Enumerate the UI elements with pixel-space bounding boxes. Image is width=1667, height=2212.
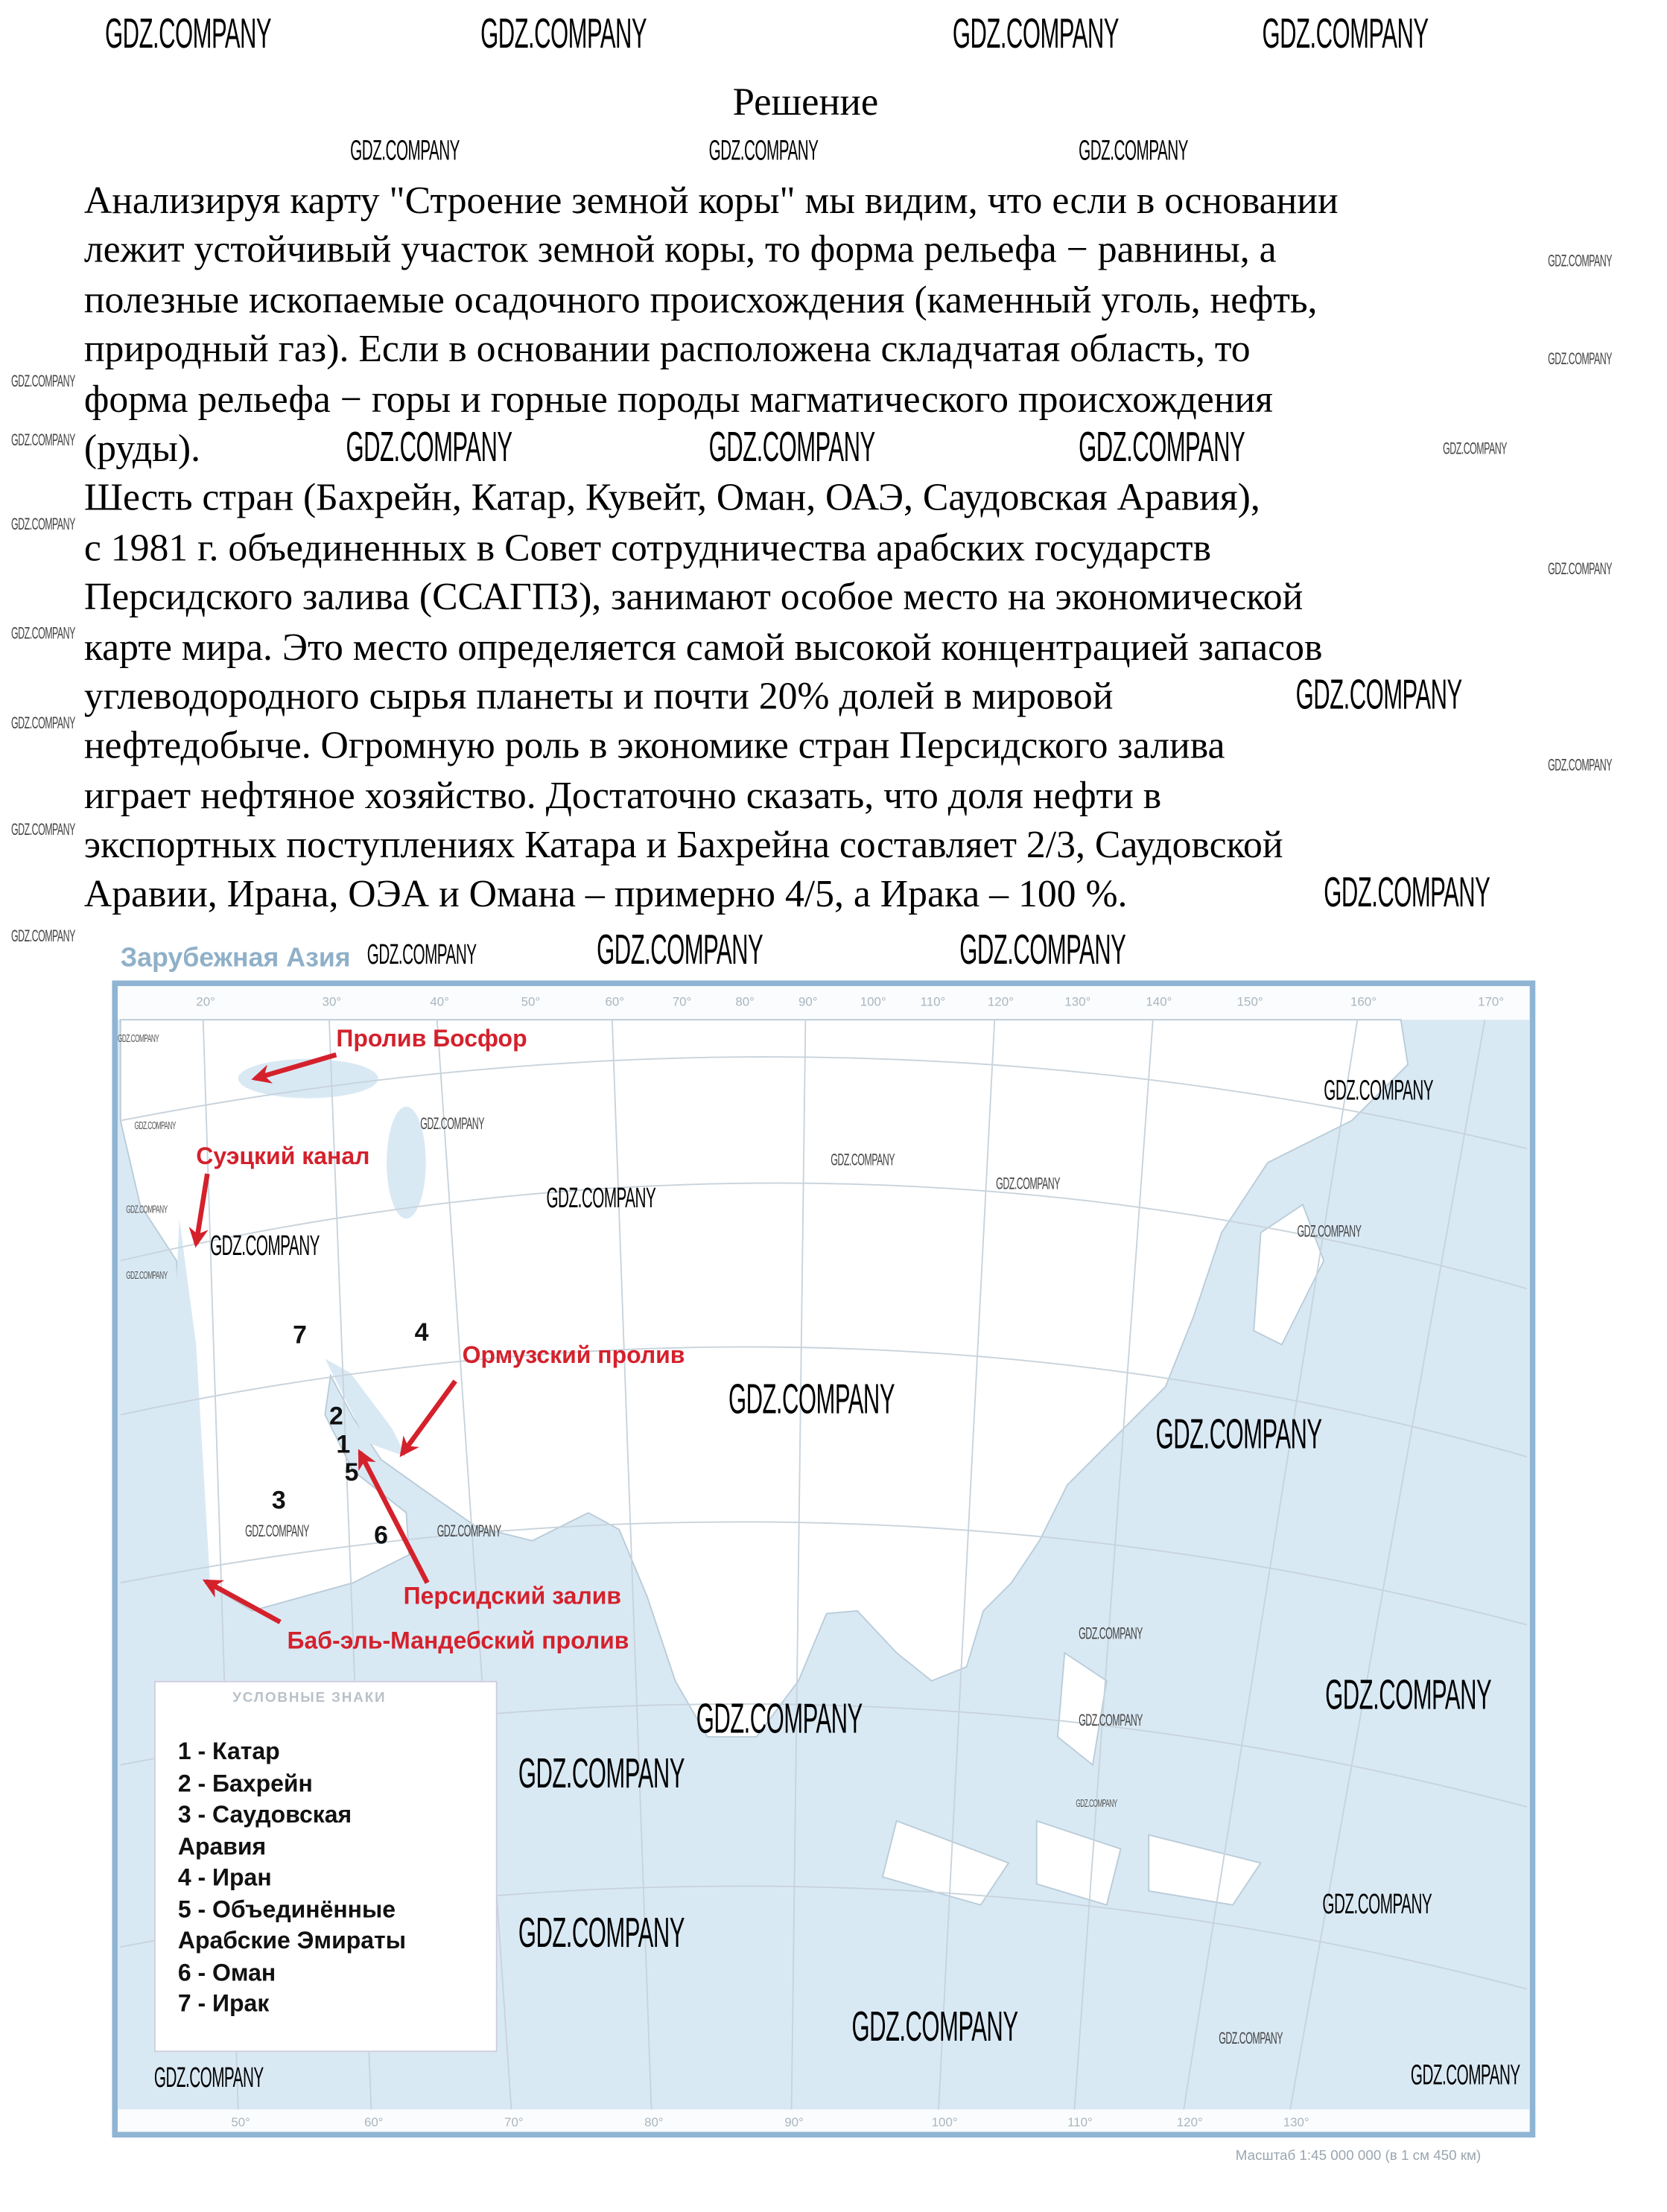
degree-label: 130° [1064,994,1091,1009]
watermark: GDZ.COMPANY [708,136,819,167]
watermark: GDZ.COMPANY [546,1183,656,1215]
watermark: GDZ.COMPANY [518,1750,685,1797]
watermark: GDZ.COMPANY [597,927,763,974]
watermark: GDZ.COMPANY [1076,1796,1117,1810]
watermark: GDZ.COMPANY [1322,1890,1432,1921]
legend-item: 5 - Объединённые [177,1896,396,1924]
watermark: GDZ.COMPANY [11,371,75,391]
watermark: GDZ.COMPANY [346,424,512,471]
country-number: 7 [293,1320,307,1350]
map-legend [154,1681,498,2052]
watermark: GDZ.COMPANY [105,11,272,58]
text-line: с 1981 г. объединенных в Совет сотрудничества арабских государств [83,524,1212,569]
watermark: GDZ.COMPANY [1325,1672,1492,1719]
legend-title: УСЛОВНЫЕ ЗНАКИ [232,1691,387,1706]
degree-label: 90° [784,2114,804,2129]
degree-label: 160° [1350,994,1377,1009]
watermark: GDZ.COMPANY [1295,672,1462,719]
degree-label: 100° [931,2114,958,2129]
degree-label: 20° [196,994,215,1009]
legend-item: 1 - Катар [177,1738,280,1765]
degree-label: 50° [231,2114,250,2129]
watermark: GDZ.COMPANY [1324,869,1490,916]
watermark: GDZ.COMPANY [480,11,647,58]
text-line: Персидского залива (ССАГПЗ), занимают особое место на экономической [83,574,1304,618]
degree-label: 110° [920,994,946,1009]
degree-label: 130° [1283,2114,1309,2129]
watermark: GDZ.COMPANY [11,713,75,733]
watermark: GDZ.COMPANY [1297,1221,1362,1242]
watermark: GDZ.COMPANY [153,2063,264,2094]
watermark: GDZ.COMPANY [11,514,75,534]
legend-item: Аравия [177,1833,267,1860]
text-line: лежит устойчивый участок земной коры, то форма рельефа − равнины, а [83,227,1277,271]
watermark: GDZ.COMPANY [350,136,460,167]
country-number: 1 [336,1430,351,1458]
label-suez: Суэцкий канал [196,1142,370,1170]
legend-item: Арабские Эмираты [177,1927,407,1954]
label-bab-el-mandeb: Баб-эль-Мандебский пролив [287,1627,629,1655]
degree-label: 50° [521,994,541,1009]
watermark: GDZ.COMPANY [11,926,75,946]
watermark: GDZ.COMPANY [996,1174,1060,1194]
watermark: GDZ.COMPANY [518,1910,685,1957]
watermark: GDZ.COMPANY [436,1521,501,1541]
degree-label: 60° [605,994,625,1009]
watermark: GDZ.COMPANY [1079,1710,1143,1730]
country-number: 4 [414,1318,429,1347]
watermark: GDZ.COMPANY [126,1203,168,1216]
legend-item: 4 - Иран [177,1864,272,1891]
text-line: полезные ископаемые осадочного происхождения (каменный уголь, нефть, [83,276,1318,321]
watermark: GDZ.COMPANY [126,1268,168,1282]
text-line: Шесть стран (Бахрейн, Катар, Кувейт, Оман, ОАЭ, Саудовская Аравия), [83,475,1260,519]
degree-label: 80° [644,2114,664,2129]
text-line: углеводородного сырья планеты и почти 20% долей в мировой [83,673,1114,717]
watermark: GDZ.COMPANY [1324,1075,1434,1107]
watermark: GDZ.COMPANY [1079,424,1245,471]
degree-label: 140° [1146,994,1172,1009]
degree-label: 80° [735,994,755,1009]
watermark: GDZ.COMPANY [11,623,75,643]
degree-label: 30° [322,994,342,1009]
degree-label: 40° [430,994,449,1009]
text-line: Анализируя карту "Строение земной коры" мы видим, что если в основании [83,177,1339,222]
watermark: GDZ.COMPANY [851,2004,1018,2051]
bottom-degree-labels [231,2115,1309,2129]
watermark: GDZ.COMPANY [1079,1623,1143,1644]
watermark: GDZ.COMPANY [1548,349,1612,369]
text-line: нефтедобыче. Огромную роль в экономике стран Персидского залива [83,722,1225,767]
legend-item: 2 - Бахрейн [177,1770,313,1797]
text-line: экспортных поступлениях Катара и Бахрейна составляет 2/3, Саудовской [83,822,1283,866]
text-line: форма рельефа − горы и горные породы магматического происхождения [83,376,1273,420]
watermark: GDZ.COMPANY [1262,11,1429,58]
country-number: 2 [328,1402,343,1431]
label-persian-gulf: Персидский залив [403,1583,622,1609]
country-number: 6 [374,1521,388,1550]
degree-label: 110° [1067,2114,1093,2129]
watermark: GDZ.COMPANY [1443,438,1507,458]
watermark: GDZ.COMPANY [245,1521,309,1541]
watermark: GDZ.COMPANY [1155,1411,1322,1458]
watermark: GDZ.COMPANY [696,1696,863,1743]
watermark: GDZ.COMPANY [1548,250,1612,270]
degree-label: 120° [1176,2114,1203,2129]
watermark: GDZ.COMPANY [1079,136,1188,167]
page-title: Решение [732,81,879,125]
text-line: Аравии, Ирана, ОЭА и Омана – примерно 4/5, а Ирака – 100 %. [83,871,1128,915]
degree-label: 70° [672,994,692,1009]
degree-label: 150° [1236,994,1263,1009]
degree-label: 90° [798,994,818,1009]
watermark: GDZ.COMPANY [117,1032,159,1046]
watermark: GDZ.COMPANY [952,11,1119,58]
map-scale: Масштаб 1:45 000 000 (в 1 см 450 км) [1235,2148,1482,2164]
watermark: GDZ.COMPANY [210,1231,320,1262]
watermark: GDZ.COMPANY [728,1376,895,1423]
legend-item: 6 - Оман [177,1960,276,1986]
watermark: GDZ.COMPANY [959,927,1126,974]
text-line: (руды). [83,425,201,469]
watermark: GDZ.COMPANY [134,1119,176,1132]
map-title: Зарубежная Азия [120,944,351,974]
legend-item: 7 - Ирак [177,1990,270,2018]
degree-label: 170° [1478,994,1505,1009]
watermark: GDZ.COMPANY [11,819,75,839]
watermark: GDZ.COMPANY [366,939,477,971]
label-hormuz: Ормузский пролив [462,1341,685,1369]
watermark: GDZ.COMPANY [1548,559,1612,579]
degree-label: 70° [504,2114,524,2129]
watermark: GDZ.COMPANY [1410,2060,1520,2091]
degree-label: 60° [363,2114,384,2129]
watermark: GDZ.COMPANY [11,430,75,450]
country-number: 3 [271,1486,286,1515]
watermark: GDZ.COMPANY [708,424,875,471]
text-line: карте мира. Это место определяется самой высокой концентрацией запасов [83,623,1323,668]
watermark: GDZ.COMPANY [1548,754,1612,775]
degree-label: 100° [860,994,886,1009]
country-number: 5 [344,1458,359,1487]
legend-item: 3 - Саудовская [177,1801,352,1828]
watermark: GDZ.COMPANY [831,1150,895,1170]
degree-label: 120° [987,994,1014,1009]
label-bosphorus: Пролив Босфор [336,1025,527,1052]
text-line: играет нефтяное хозяйство. Достаточно сказать, что доля нефти в [83,772,1162,816]
watermark: GDZ.COMPANY [420,1113,485,1134]
top-degree-labels [196,994,1504,1008]
watermark: GDZ.COMPANY [1219,2028,1283,2048]
text-line: природный газ). Если в основании расположена складчатая область, то [83,326,1251,370]
